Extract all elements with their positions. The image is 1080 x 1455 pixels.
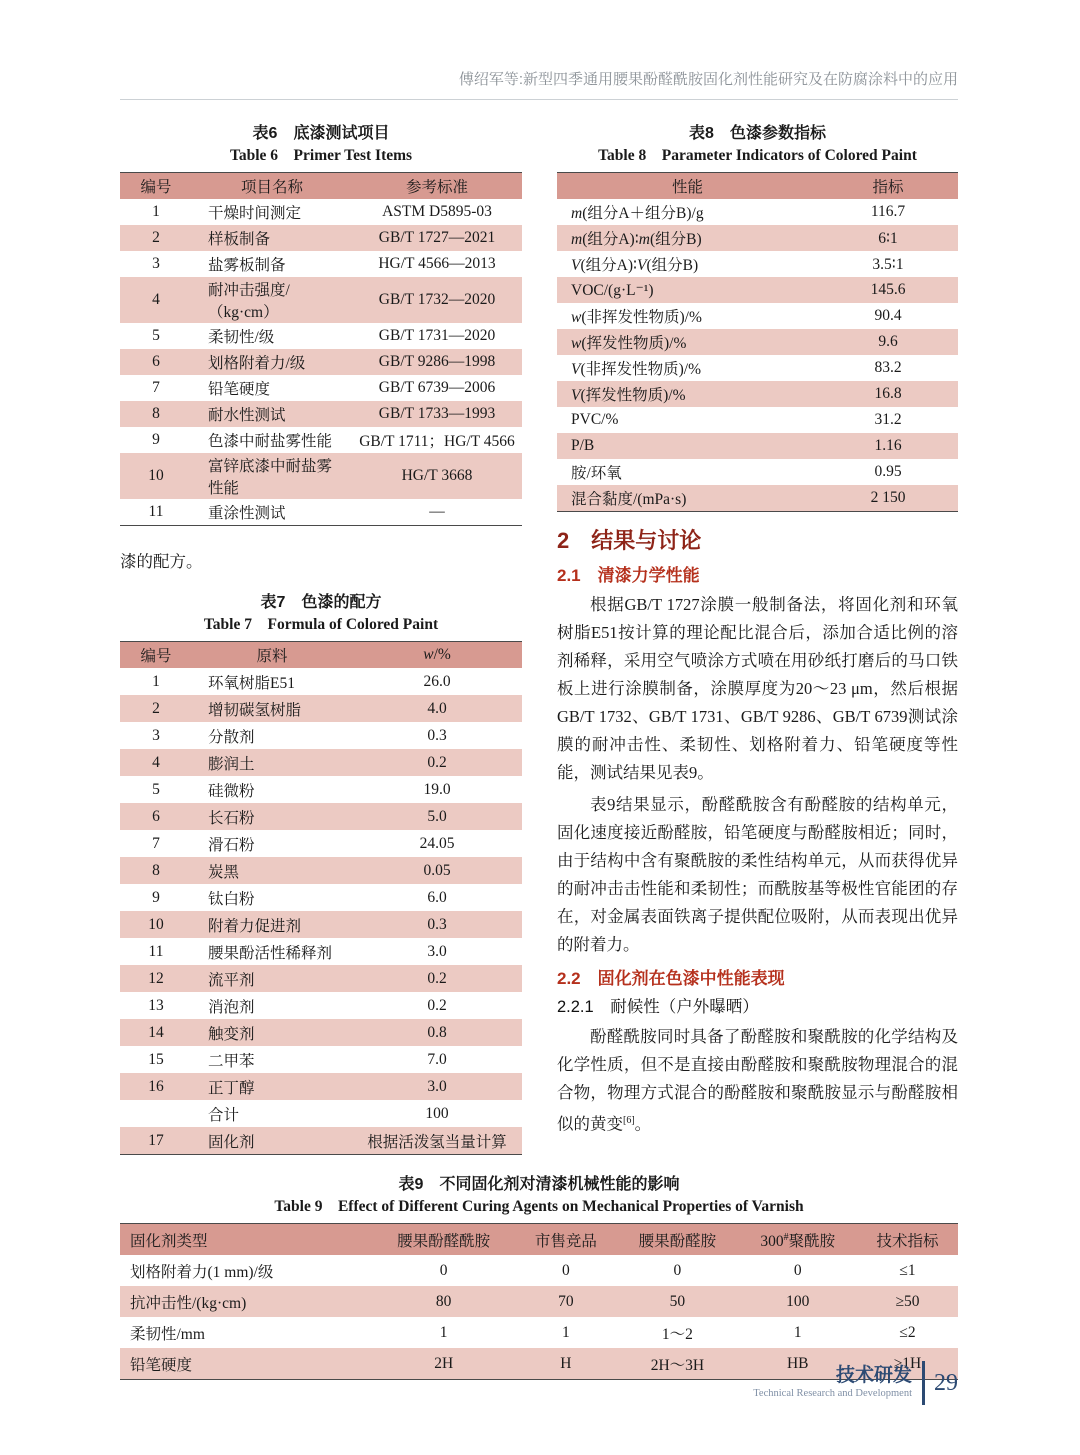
table6-title-en: Table 6 Primer Test Items [229, 147, 413, 164]
table-cell: 耐水性测试 [208, 407, 286, 424]
table-cell: 5 [152, 780, 160, 798]
table-row [557, 199, 958, 225]
table-cell: 滑石粉 [208, 836, 255, 854]
table-row [557, 329, 958, 355]
table-row [120, 1286, 958, 1317]
table-cell: 2 [152, 229, 160, 246]
table-row [120, 1046, 522, 1073]
table-cell: V(非挥发性物质)/% [571, 361, 702, 378]
table-cell: 80 [435, 1292, 452, 1310]
table-cell: 触变剂 [208, 1025, 255, 1043]
table-cell: 盐雾板制备 [208, 257, 286, 274]
table-row [120, 349, 522, 375]
body-paragraph: 表9结果显示，酚醛酰胺含有酚醛胺的结构单元，固化速度接近酚醛胺，铅笔硬度与酚醛胺相近；同时，由于结构中含有聚酰胺的柔性结构单元，从而获得优异的耐冲击击性能和柔韧性；而酰胺基等极性官能团的存在，对金属表面铁离子提供配位吸附，从而表现出优异的附着力。 [557, 795, 958, 954]
table-cell: 硅微粉 [208, 782, 255, 800]
table-cell: VOC/(g·L⁻¹) [571, 281, 654, 299]
table-cell: 根据活泼氢当量计算 [367, 1133, 507, 1151]
table-cell: 铅笔硬度 [130, 1356, 193, 1374]
table8-title-cn: 表8 色漆参数指标 [689, 125, 826, 142]
table-row [120, 251, 522, 277]
table-row [120, 749, 522, 776]
subsection-heading-2-2: 2.2 固化剂在色漆中性能表现 [557, 969, 785, 988]
table-row [120, 499, 522, 526]
table-cell: 5 [152, 327, 160, 344]
table-cell: 划格附着力/级 [208, 355, 306, 372]
table-row [120, 884, 522, 911]
table-row [120, 1100, 522, 1127]
table-cell: 16 [148, 1077, 164, 1095]
table-cell: 附着力促进剂 [208, 917, 302, 935]
table-row [120, 323, 522, 349]
subsection-heading-2-1: 2.1 清漆力学性能 [557, 566, 700, 585]
table-cell: 0.2 [427, 996, 447, 1014]
table-cell: 增韧碳氢树脂 [208, 701, 302, 719]
table-cell: GB/T 1732—2020 [378, 291, 496, 308]
paragraph-fragment: 漆的配方。 [120, 552, 203, 571]
table-header-row [557, 173, 958, 200]
table-row [557, 251, 958, 277]
footer-divider-bar [922, 1361, 925, 1405]
table-cell: 7.0 [427, 1050, 447, 1068]
table-cell: m(组分A＋组分B)/g [571, 205, 704, 222]
table-cell: 环氧树脂E51 [208, 674, 295, 692]
table-cell: 干燥时间测定 [208, 205, 302, 222]
table-row [120, 277, 522, 323]
table-cell: 3.0 [427, 942, 447, 960]
table-cell: H [560, 1354, 572, 1372]
table-cell: 19.0 [423, 780, 451, 798]
table-cell: 9.6 [878, 333, 898, 350]
table-cell: 9 [152, 431, 160, 448]
table-cell: 重涂性测试 [208, 505, 286, 522]
table-row [120, 225, 522, 251]
table-cell: 固化剂 [208, 1133, 255, 1151]
table-cell: 83.2 [874, 359, 902, 376]
table-cell: 1 [793, 1323, 802, 1341]
table-cell: 色漆中耐盐雾性能 [208, 433, 333, 450]
table-row [557, 381, 958, 407]
table-cell: 26.0 [423, 672, 451, 690]
table-cell: — [429, 503, 445, 520]
table-cell: ASTM D5895-03 [382, 203, 492, 220]
table-cell: 5.0 [427, 807, 447, 825]
table-row [120, 453, 522, 499]
table-cell: 10 [148, 467, 164, 484]
table-cell: 样板制备 [208, 231, 271, 248]
table-row [120, 1317, 958, 1348]
column-header: 固化剂类型 [130, 1232, 208, 1250]
table-row [120, 695, 522, 722]
table-cell: 0.95 [874, 463, 902, 480]
table8-title-en: Table 8 Parameter Indicators of Colored Paint [598, 147, 917, 164]
table-row [557, 277, 958, 303]
table-row [120, 830, 522, 857]
table-cell: 柔韧性/级 [208, 329, 275, 346]
table-cell: 柔韧性/mm [130, 1325, 205, 1343]
table-cell: 8 [152, 405, 160, 422]
column-header: 腰果酚醛胺 [638, 1232, 717, 1250]
table-cell: HB [786, 1354, 809, 1372]
table-row [120, 427, 522, 453]
table-row [120, 375, 522, 401]
table-cell: PVC/% [571, 411, 619, 428]
table-cell: ≥50 [895, 1292, 920, 1310]
table-cell: 消泡剂 [208, 998, 255, 1016]
left-column [120, 122, 522, 1155]
table-row [120, 965, 522, 992]
table-row [120, 668, 522, 695]
table-cell: 0 [673, 1261, 682, 1279]
table-cell: 17 [148, 1131, 164, 1149]
page-footer [753, 1361, 958, 1405]
table-header-row [120, 642, 522, 669]
table-cell: 0.2 [427, 969, 447, 987]
table-cell: 70 [558, 1292, 574, 1310]
table-cell: GB/T 6739—2006 [378, 379, 496, 396]
table7-title-en: Table 7 Formula of Colored Paint [203, 616, 439, 633]
table-cell: w(非挥发性物质)/% [571, 309, 702, 326]
table-cell: 正丁醇 [208, 1079, 255, 1097]
column-header: 市售竞品 [534, 1232, 597, 1250]
right-column [557, 122, 958, 1155]
table-cell: 145.6 [870, 281, 906, 298]
table-cell: 100 [425, 1104, 449, 1122]
table-row [557, 433, 958, 459]
table-row [120, 1019, 522, 1046]
table-row [120, 938, 522, 965]
table-cell: 4.0 [427, 699, 447, 717]
table-cell: HG/T 4566—2013 [378, 255, 496, 272]
table-cell: 16.8 [874, 385, 902, 402]
table-cell: 0 [439, 1261, 448, 1279]
column-header: 编号 [140, 179, 172, 196]
column-header: 编号 [140, 648, 172, 665]
table-cell: 12 [148, 969, 164, 987]
table-row [557, 355, 958, 381]
table-cell: 2H～3H [650, 1356, 705, 1374]
table-row [120, 1127, 522, 1155]
column-header: 参考标准 [405, 179, 468, 196]
table-row [120, 199, 522, 225]
table-cell: 10 [148, 915, 164, 933]
table-cell: 4 [152, 291, 160, 308]
table-cell: HG/T 3668 [401, 467, 473, 484]
subsection-heading-2-2-1: 2.2.1 耐候性（户外曝晒） [557, 998, 759, 1016]
table-cell: 2 [152, 699, 160, 717]
column-header: 腰果酚醛酰胺 [397, 1232, 491, 1250]
table-cell: V(挥发性物质)/% [571, 387, 686, 404]
table-cell: 腰果酚活性稀释剂 [208, 944, 333, 962]
table-cell: GB/T 1727—2021 [378, 229, 496, 246]
table-cell: 1～2 [661, 1325, 693, 1343]
table-cell: GB/T 1733—1993 [378, 405, 496, 422]
table6-primer-test-items [120, 172, 522, 526]
table-row [120, 401, 522, 427]
column-header: 300#聚酰胺 [760, 1231, 836, 1250]
column-header: w/% [423, 646, 451, 663]
table-cell: 0.3 [427, 915, 447, 933]
table-cell: 116.7 [870, 203, 906, 220]
table-cell: 0 [561, 1261, 570, 1279]
table-row [557, 407, 958, 433]
table-cell: 膨润土 [208, 755, 255, 773]
table-header-row [120, 1224, 958, 1256]
table9-title-cn: 表9 不同固化剂对清漆机械性能的影响 [398, 1176, 680, 1193]
table-cell: GB/T 1711；HG/T 4566 [359, 433, 515, 450]
body-paragraph: 根据GB/T 1727涂膜一般制备法，将固化剂和环氧树脂E51按计算的理论配比混合后，添加合适比例的溶剂稀释，采用空气喷涂方式喷在用砂纸打磨后的马口铁板上进行涂膜制备，涂膜厚度为20～23 μm，然后根据GB/T 1732、GB/T 1731、GB/T 9286、GB/T 6739测试涂膜的耐冲击性、柔韧性、划格附着力、铅笔硬度等性能，测试结果见表9。 [557, 595, 958, 782]
table-row [557, 459, 958, 485]
table-cell: 0.05 [423, 861, 451, 879]
table-cell: 二甲苯 [208, 1052, 255, 1070]
table-cell: 2H [434, 1354, 454, 1372]
table-cell: 6 [152, 807, 160, 825]
table-row [120, 911, 522, 938]
table-cell: P/B [571, 437, 595, 454]
table-cell: 3 [152, 255, 160, 272]
table-row [120, 722, 522, 749]
table-cell: 3.5∶1 [872, 255, 904, 273]
table-cell: ≤1 [899, 1261, 916, 1279]
table-cell: 划格附着力(1 mm)/级 [130, 1263, 274, 1281]
table7-title-cn: 表7 色漆的配方 [260, 594, 382, 611]
footer-section-cn: 技术研发 [835, 1365, 912, 1386]
table-cell: 4 [152, 753, 160, 771]
table-cell: 6.0 [427, 888, 447, 906]
table-cell: 8 [152, 861, 160, 879]
table-cell: 3 [152, 726, 160, 744]
table-cell: 富锌底漆中耐盐雾性能 [208, 458, 333, 497]
table-cell: 分散剂 [208, 728, 255, 746]
page-number: 29 [934, 1369, 958, 1396]
table-cell: 11 [148, 503, 164, 520]
table-cell: 流平剂 [208, 971, 255, 989]
table-cell: 6 [152, 353, 160, 370]
table-cell: 100 [786, 1292, 810, 1310]
table-cell [120, 1100, 192, 1127]
table-cell: 0.3 [427, 726, 447, 744]
column-header: 指标 [872, 179, 904, 196]
two-column-area [120, 122, 958, 1155]
table-row [120, 1255, 958, 1286]
table-row [120, 776, 522, 803]
table9-block [120, 1173, 958, 1380]
table-cell: 1 [439, 1323, 448, 1341]
table-row [120, 803, 522, 830]
table8-parameter-indicators [557, 172, 958, 512]
table-header-row [120, 173, 522, 200]
table-row [120, 992, 522, 1019]
table-row [557, 303, 958, 329]
table-row [557, 485, 958, 512]
table-cell: V(组分A)∶V(组分B) [571, 257, 699, 274]
table-cell: 24.05 [419, 834, 455, 852]
table-cell: 1 [152, 203, 160, 220]
footer-section-en: Technical Research and Development [753, 1388, 912, 1399]
table6-title-cn: 表6 底漆测试项目 [252, 125, 390, 142]
column-header: 原料 [256, 648, 288, 665]
table-cell: 7 [152, 379, 160, 396]
column-header: 技术指标 [876, 1232, 939, 1250]
table7-block [120, 591, 522, 1155]
table-cell: m(组分A)∶m(组分B) [571, 231, 702, 248]
table-cell: 耐冲击强度/（kg·cm） [208, 282, 290, 321]
footer-section-labels [753, 1365, 912, 1401]
table-cell: 抗冲击性/(kg·cm) [130, 1294, 247, 1312]
table-cell: 长石粉 [208, 809, 255, 827]
table-cell: 1 [561, 1323, 570, 1341]
table-cell: 3.0 [427, 1077, 447, 1095]
table-cell: 钛白粉 [208, 890, 255, 908]
table-cell: 0 [793, 1261, 802, 1279]
body-paragraph: 酚醛酰胺同时具备了酚醛胺和聚酰胺的化学结构及化学性质，但不是直接由酚醛胺和聚酰胺物理混合的混合物，物理方式混合的酚醛胺和聚酰胺显示与酚醛胺相似的黄变[6]。 [557, 1027, 958, 1134]
column-header: 项目名称 [240, 179, 303, 196]
table-cell: GB/T 9286—1998 [378, 353, 496, 370]
table-cell: ≥1H [893, 1354, 922, 1372]
table7-formula-of-colored-paint [120, 641, 522, 1155]
table-cell: 7 [152, 834, 160, 852]
table-cell: 15 [148, 1050, 164, 1068]
table-cell: 0.8 [427, 1023, 447, 1041]
table-row [120, 1073, 522, 1100]
running-title: 傅绍军等:新型四季通用腰果酚醛酰胺固化剂性能研究及在防腐涂料中的应用 [120, 70, 958, 100]
table-cell: ≤2 [899, 1323, 916, 1341]
section-heading-results: 2 结果与讨论 [557, 528, 702, 553]
table-cell: 11 [148, 942, 164, 960]
table-cell: 混合黏度/(mPa·s) [571, 491, 687, 508]
table-cell: 50 [669, 1292, 686, 1310]
table-cell: 合计 [208, 1106, 240, 1124]
table-cell: 14 [148, 1023, 164, 1041]
table-cell: 1.16 [874, 437, 902, 454]
table-cell: 9 [152, 888, 160, 906]
column-header: 性能 [671, 179, 703, 196]
table-cell: 31.2 [874, 411, 902, 428]
table9-title-en: Table 9 Effect of Different Curing Agents on Mechanical Properties of Varnish [274, 1198, 804, 1215]
table-cell: 铅笔硬度 [208, 381, 271, 398]
table-cell: 13 [148, 996, 164, 1014]
table-cell: 1 [152, 672, 160, 690]
table-cell: 2 150 [870, 489, 906, 506]
table-cell: 炭黑 [208, 863, 240, 881]
table-row [557, 225, 958, 251]
table-cell: 90.4 [874, 307, 902, 324]
table-cell: GB/T 1731—2020 [378, 327, 496, 344]
table-cell: w(挥发性物质)/% [571, 335, 687, 352]
table-cell: 胺/环氧 [571, 465, 622, 482]
table-cell: 0.2 [427, 753, 447, 771]
table-cell: 6∶1 [878, 229, 898, 247]
table9-curing-agents-varnish [120, 1223, 958, 1380]
table-row [120, 857, 522, 884]
